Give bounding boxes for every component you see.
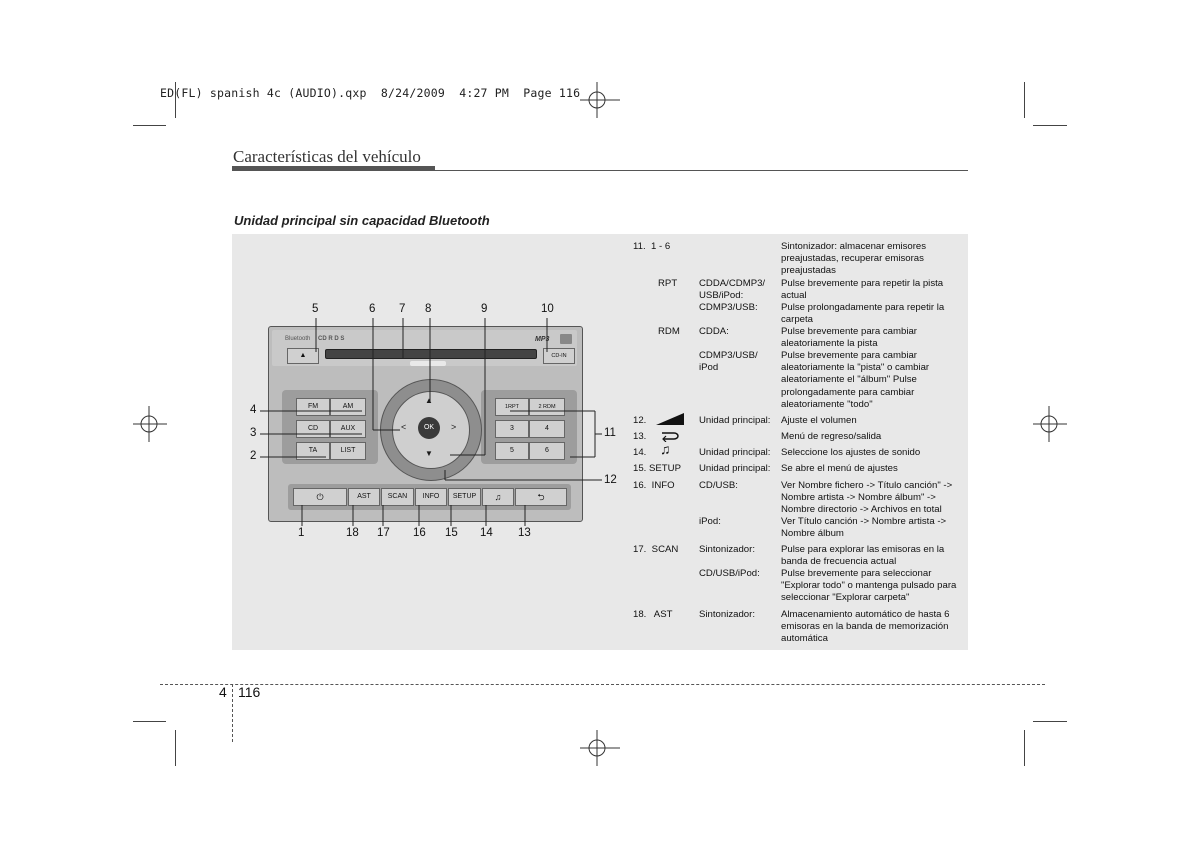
ast-button[interactable]: AST bbox=[348, 488, 380, 506]
callout-1: 1 bbox=[298, 527, 305, 539]
callout-12: 12 bbox=[604, 474, 617, 486]
row-14-number: 14. bbox=[633, 447, 647, 458]
preset-3-button[interactable]: 3 bbox=[495, 420, 529, 438]
nav-left-icon[interactable]: < bbox=[401, 422, 407, 432]
cd-button[interactable]: CD bbox=[296, 420, 330, 438]
music-note-icon: ♫ bbox=[660, 441, 671, 457]
preset-1-rpt-button[interactable]: 1RPT bbox=[495, 398, 529, 416]
row-18-desc: Almacenamiento automático de hasta 6 emisoras en la banda de memorización automática bbox=[781, 609, 950, 645]
row-14-desc: Seleccione los ajustes de sonido bbox=[781, 447, 921, 458]
row-rpt-key: RPT bbox=[658, 278, 678, 289]
rds-logo: CD R D S bbox=[318, 336, 345, 342]
crop-mark bbox=[1033, 721, 1067, 722]
registration-mark-icon bbox=[133, 406, 167, 442]
row-16-desc2: Ver Título canción -> Nombre artista -> Nombre álbum bbox=[781, 516, 947, 540]
callout-10: 10 bbox=[541, 303, 554, 315]
crop-mark bbox=[175, 730, 176, 766]
scan-button[interactable]: SCAN bbox=[381, 488, 414, 506]
leader-lines bbox=[240, 300, 620, 540]
cd-in-indicator: CD-IN bbox=[543, 348, 575, 364]
row-rdm-mode2: CDMP3/USB/ iPod bbox=[699, 350, 758, 374]
callout-3: 3 bbox=[250, 427, 257, 439]
row-13-desc: Menú de regreso/salida bbox=[781, 431, 882, 442]
row-11-number: 11. 1 - 6 bbox=[633, 241, 671, 252]
power-button[interactable]: ⏻ bbox=[293, 488, 347, 506]
setup-button[interactable]: SETUP bbox=[448, 488, 481, 506]
row-17-desc1: Pulse para explorar las emisoras en la banda de frecuencia actual bbox=[781, 544, 945, 568]
row-11-desc: Sintonizador: almacenar emisores preajustadas, recuperar emisoras preajustadas bbox=[781, 241, 927, 277]
row-rpt-desc1: Pulse brevemente para repetir la pista actual bbox=[781, 278, 944, 302]
page-number: 116 bbox=[238, 684, 261, 700]
preset-5-button[interactable]: 5 bbox=[495, 442, 529, 460]
mp3-logo: MP3 bbox=[535, 336, 550, 343]
callout-9: 9 bbox=[481, 303, 488, 315]
volume-wedge-icon bbox=[656, 412, 686, 426]
row-12-desc: Ajuste el volumen bbox=[781, 415, 857, 426]
row-16-mode2: iPod: bbox=[699, 516, 721, 527]
row-12-number: 12. bbox=[633, 415, 647, 426]
callout-17: 17 bbox=[377, 527, 390, 539]
row-rdm-desc2: Pulse brevemente para cambiar aleatoriamente la "pista" o cambiar aleatoriamente el "álbum" Pulse prolongadamente para cambiar aleatoriamente "todo" bbox=[781, 350, 930, 410]
callout-11: 11 bbox=[604, 427, 616, 439]
nav-right-icon[interactable]: > bbox=[451, 422, 457, 432]
crop-mark bbox=[1024, 82, 1025, 118]
row-15-desc: Se abre el menú de ajustes bbox=[781, 463, 898, 474]
callout-6: 6 bbox=[369, 303, 376, 315]
eject-button[interactable]: ▲ bbox=[287, 348, 319, 364]
list-button[interactable]: LIST bbox=[330, 442, 366, 460]
row-17-desc2: Pulse brevemente para seleccionar "Explorar todo" o mantenga pulsado para seleccionar "Explorar carpeta" bbox=[781, 568, 957, 604]
fm-button[interactable]: FM bbox=[296, 398, 330, 416]
row-rdm-mode1: CDDA: bbox=[699, 326, 729, 337]
row-15-number: 15. SETUP bbox=[633, 463, 681, 474]
nav-down-icon[interactable]: ▼ bbox=[425, 449, 433, 458]
row-18-number: 18. AST bbox=[633, 609, 673, 620]
aux-button[interactable]: AUX bbox=[330, 420, 366, 438]
nav-up-icon[interactable]: ▲ bbox=[425, 396, 433, 405]
footer-dashed-rule bbox=[160, 684, 1045, 685]
callout-15: 15 bbox=[445, 527, 458, 539]
registration-mark-icon bbox=[580, 730, 620, 766]
callout-16: 16 bbox=[413, 527, 426, 539]
crop-mark bbox=[1024, 730, 1025, 766]
am-button[interactable]: AM bbox=[330, 398, 366, 416]
sound-settings-button[interactable]: ♫ bbox=[482, 488, 514, 506]
preset-6-button[interactable]: 6 bbox=[529, 442, 565, 460]
section-title: Características del vehículo bbox=[233, 147, 421, 166]
preset-4-button[interactable]: 4 bbox=[529, 420, 565, 438]
file-info-header: ED(FL) spanish 4c (AUDIO).qxp 8/24/2009 4:27 PM Page 116 bbox=[160, 86, 581, 100]
footer-dashed-divider bbox=[232, 684, 233, 742]
row-18-mode: Sintonizador: bbox=[699, 609, 755, 620]
registration-mark-icon bbox=[580, 82, 620, 118]
row-16-mode1: CD/USB: bbox=[699, 480, 738, 491]
callout-2: 2 bbox=[250, 450, 257, 462]
preset-2-rdm-button[interactable]: 2 RDM bbox=[529, 398, 565, 416]
crop-mark bbox=[133, 125, 166, 126]
bluetooth-logo: Bluetooth bbox=[285, 336, 311, 342]
figure-subtitle: Unidad principal sin capacidad Bluetooth bbox=[234, 213, 490, 228]
registration-mark-icon bbox=[1033, 406, 1067, 442]
back-button[interactable]: ⮌ bbox=[515, 488, 567, 506]
callout-8: 8 bbox=[425, 303, 432, 315]
ok-button[interactable]: OK bbox=[418, 417, 440, 439]
row-rpt-desc2: Pulse prolongadamente para repetir la carpeta bbox=[781, 302, 945, 326]
ta-button[interactable]: TA bbox=[296, 442, 330, 460]
row-rpt-mode1: CDDA/CDMP3/ USB/iPod: bbox=[699, 278, 766, 302]
chapter-number: 4 bbox=[219, 684, 227, 700]
row-rdm-key: RDM bbox=[658, 326, 680, 337]
callout-18: 18 bbox=[346, 527, 359, 539]
title-bar-dark bbox=[232, 166, 435, 171]
callout-5: 5 bbox=[312, 303, 319, 315]
row-17-mode2: CD/USB/iPod: bbox=[699, 568, 760, 579]
title-rule bbox=[435, 170, 968, 171]
callout-13: 13 bbox=[518, 527, 531, 539]
row-13-number: 13. bbox=[633, 431, 647, 442]
info-button[interactable]: INFO bbox=[415, 488, 447, 506]
crop-mark bbox=[1033, 125, 1067, 126]
row-14-mode: Unidad principal: bbox=[699, 447, 771, 458]
row-15-mode: Unidad principal: bbox=[699, 463, 771, 474]
crop-mark bbox=[133, 721, 166, 722]
row-17-mode1: Sintonizador: bbox=[699, 544, 755, 555]
callout-7: 7 bbox=[399, 303, 406, 315]
row-rdm-desc1: Pulse brevemente para cambiar aleatoriamente la pista bbox=[781, 326, 917, 350]
row-16-number: 16. INFO bbox=[633, 480, 675, 491]
row-12-mode: Unidad principal: bbox=[699, 415, 771, 426]
row-rpt-mode2: CDMP3/USB: bbox=[699, 302, 758, 313]
callout-14: 14 bbox=[480, 527, 493, 539]
row-16-desc1: Ver Nombre fichero -> Título canción" -> Nombre artista -> Nombre álbum" -> Nombre directorio -> Archivos en total bbox=[781, 480, 953, 516]
callout-4: 4 bbox=[250, 404, 257, 416]
row-17-number: 17. SCAN bbox=[633, 544, 679, 555]
